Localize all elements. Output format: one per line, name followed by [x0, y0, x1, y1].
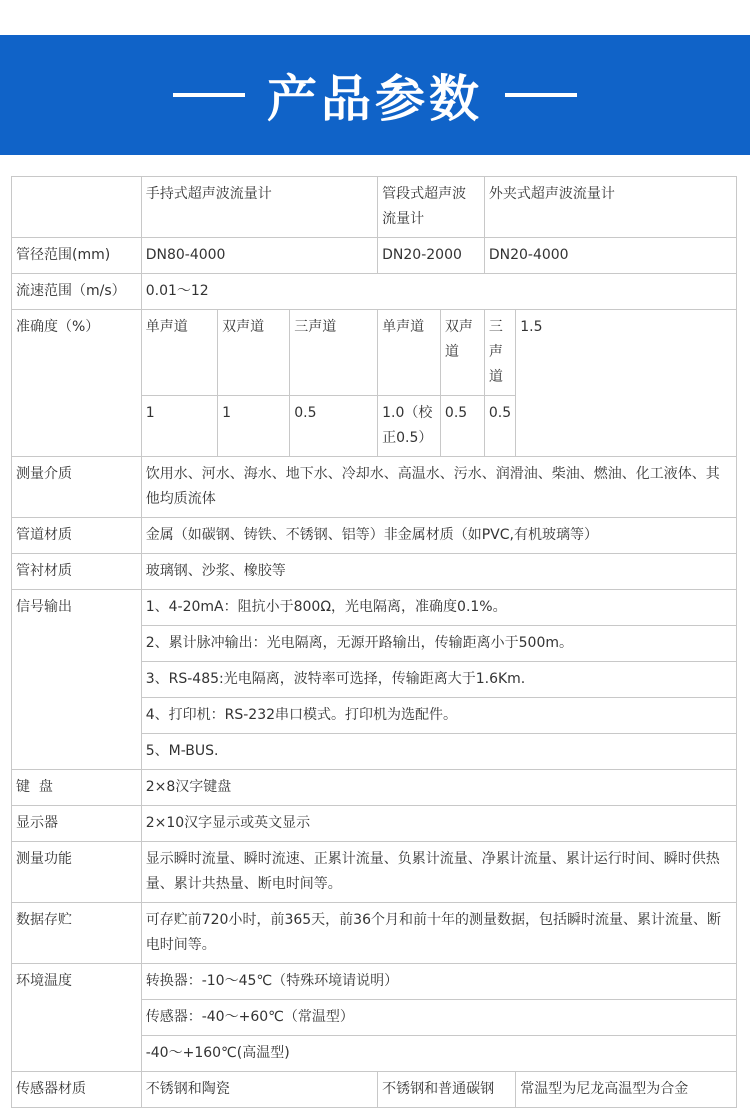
table-row	[12, 554, 737, 590]
cell-value: 常温型为尼龙高温型为合金	[516, 1072, 737, 1108]
cell-value: 0.01～12	[141, 274, 736, 310]
table-row	[12, 274, 737, 310]
row-label: 测量功能	[12, 842, 142, 903]
accuracy-header: 双声道	[218, 310, 290, 396]
cell-value: 金属（如碳钢、铸铁、不锈钢、铝等）非金属材质（如PVC,有机玻璃等）	[141, 518, 736, 554]
signal-item: 5、M-BUS.	[141, 734, 736, 770]
row-label: 数据存贮	[12, 903, 142, 964]
cell-value: 玻璃钢、沙浆、橡胶等	[141, 554, 736, 590]
table-row	[12, 518, 737, 554]
table-row	[12, 903, 737, 964]
row-label: 管道材质	[12, 518, 142, 554]
table-row	[12, 590, 737, 626]
cell-value: 不锈钢和普通碳钢	[378, 1072, 516, 1108]
accuracy-header: 三声道	[290, 310, 378, 396]
table-row	[12, 770, 737, 806]
row-label: 键 盘	[12, 770, 142, 806]
header-handheld: 手持式超声波流量计	[141, 177, 377, 238]
row-label: 管衬材质	[12, 554, 142, 590]
cell-value: 不锈钢和陶瓷	[141, 1072, 377, 1108]
accuracy-value: 0.5	[484, 396, 515, 457]
cell-value: 传感器：-40～+60℃（常温型）	[141, 1000, 736, 1036]
cell-value: 2×8汉字键盘	[141, 770, 736, 806]
accuracy-header: 三声道	[484, 310, 515, 396]
row-label: 准确度（%）	[12, 310, 142, 457]
cell-value: 饮用水、河水、海水、地下水、冷却水、高温水、污水、润滑油、柴油、燃油、化工液体、其他均质流体	[141, 457, 736, 518]
page-title: 产品参数	[267, 70, 483, 128]
header-clamp-on: 外夹式超声波流量计	[484, 177, 736, 238]
row-label: 环境温度	[12, 964, 142, 1072]
accuracy-header: 单声道	[378, 310, 441, 396]
row-label: 管径范围(mm)	[12, 238, 142, 274]
accuracy-value: 0.5	[290, 396, 378, 457]
accuracy-value: 1.0（校正0.5）	[378, 396, 441, 457]
signal-item: 2、累计脉冲输出：光电隔离，无源开路输出，传输距离小于500m。	[141, 626, 736, 662]
table-row	[12, 177, 737, 238]
title-banner	[0, 35, 750, 155]
accuracy-header: 单声道	[141, 310, 217, 396]
signal-item: 3、RS-485:光电隔离，波特率可选择，传输距离大于1.6Km.	[141, 662, 736, 698]
header-inline: 管段式超声波流量计	[378, 177, 485, 238]
signal-item: 1、4-20mA：阻抗小于800Ω，光电隔离，准确度0.1%。	[141, 590, 736, 626]
accuracy-header: 双声道	[440, 310, 484, 396]
cell-value: 可存贮前720小时，前365天，前36个月和前十年的测量数据，包括瞬时流量、累计流量、断电时间等。	[141, 903, 736, 964]
table-row	[12, 842, 737, 903]
row-label: 传感器材质	[12, 1072, 142, 1108]
signal-item: 4、打印机：RS-232串口模式。打印机为选配件。	[141, 698, 736, 734]
left-dash-decoration	[173, 93, 245, 97]
table-row	[12, 457, 737, 518]
cell-value: DN20-2000	[378, 238, 485, 274]
right-dash-decoration	[505, 93, 577, 97]
cell-value: -40～+160℃(高温型)	[141, 1036, 736, 1072]
accuracy-value: 1	[141, 396, 217, 457]
row-label: 显示器	[12, 806, 142, 842]
table-row	[12, 1072, 737, 1108]
table-row	[12, 964, 737, 1000]
cell-value: 转换器：-10～45℃（特殊环境请说明）	[141, 964, 736, 1000]
cell-value: DN80-4000	[141, 238, 377, 274]
accuracy-clamp-on: 1.5	[516, 310, 737, 457]
empty-header-cell	[12, 177, 142, 238]
accuracy-value: 0.5	[440, 396, 484, 457]
cell-value: 2×10汉字显示或英文显示	[141, 806, 736, 842]
table-row	[12, 310, 737, 396]
row-label: 测量介质	[12, 457, 142, 518]
spec-table	[11, 176, 737, 1108]
row-label: 流速范围（m/s）	[12, 274, 142, 310]
table-row	[12, 806, 737, 842]
cell-value: DN20-4000	[484, 238, 736, 274]
cell-value: 显示瞬时流量、瞬时流速、正累计流量、负累计流量、净累计流量、累计运行时间、瞬时供热量、累计共热量、断电时间等。	[141, 842, 736, 903]
row-label: 信号输出	[12, 590, 142, 770]
accuracy-value: 1	[218, 396, 290, 457]
table-row	[12, 238, 737, 274]
